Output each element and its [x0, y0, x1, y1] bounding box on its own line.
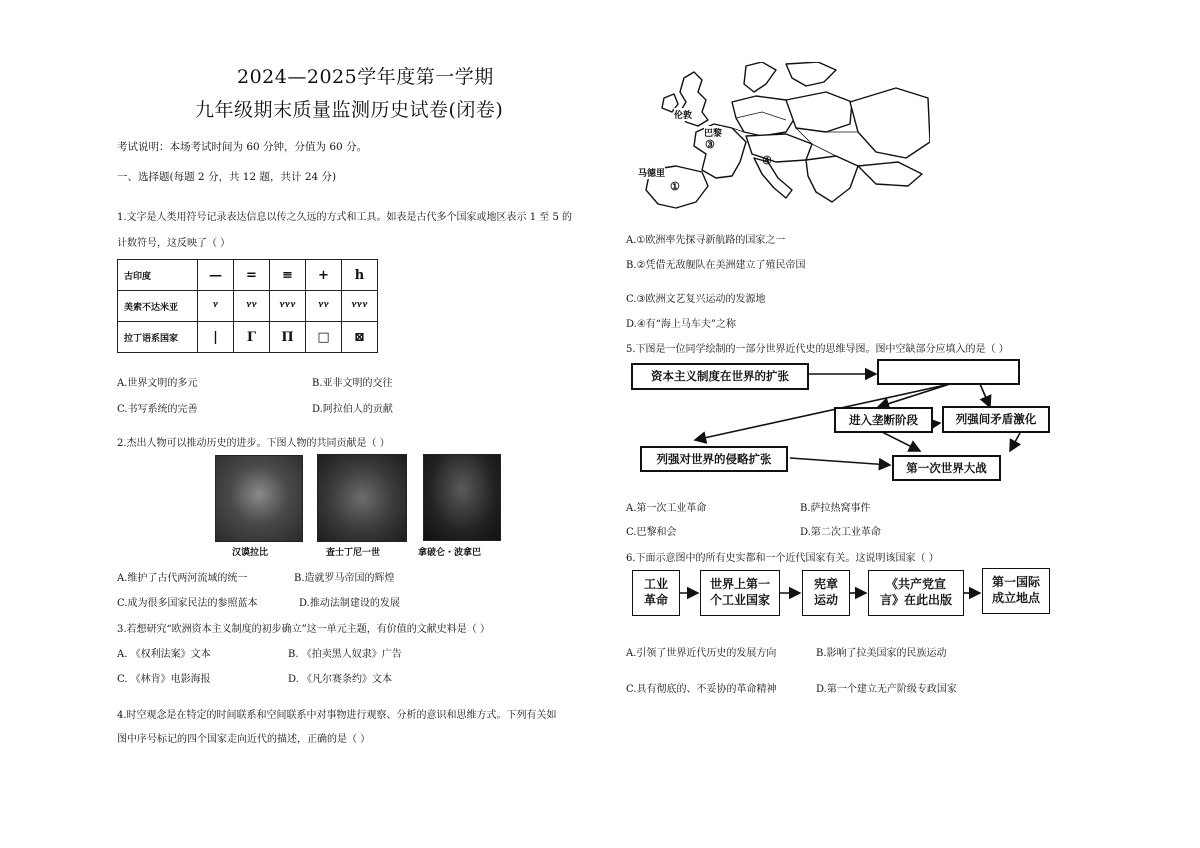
symbol-cell: ≡: [270, 260, 306, 291]
q4-option-a[interactable]: A.①欧洲率先探寻新航路的国家之一: [626, 235, 786, 246]
q6-option-d[interactable]: D.第一个建立无产阶级专政国家: [816, 684, 957, 695]
flow-text: 个工业国家: [709, 593, 770, 607]
q5-stem: 5.下图是一位同学绘制的一部分世界近代史的思维导图。图中空缺部分应填入的是（ ）: [626, 344, 1009, 355]
mindmap-box-monopoly-stage: 进入垄断阶段: [834, 407, 933, 433]
q3-option-d[interactable]: D. 《凡尔赛条约》文本: [288, 674, 393, 685]
q1-option-b[interactable]: B.亚非文明的交往: [312, 378, 393, 389]
symbol-cell: ᵞᵞ: [306, 291, 342, 322]
row-label: 古印度: [118, 260, 198, 291]
map-marker-1: ①: [670, 180, 680, 193]
flow-text: 运动: [813, 593, 838, 607]
flow-text: 革命: [643, 593, 668, 607]
q4-stem-line1: 4.时空观念是在特定的时间联系和空间联系中对事物进行观察、分析的意识和思维方式。下列有关如: [117, 710, 557, 721]
mindmap-box-rival-conflicts: 列强间矛盾激化: [942, 406, 1050, 433]
q6-option-a[interactable]: A.引领了世界近代历史的发展方向: [626, 648, 777, 659]
q1-stem-line2: 计数符号，这反映了（ ）: [117, 238, 231, 249]
flow-text: 成立地点: [991, 591, 1040, 605]
q1-option-a[interactable]: A.世界文明的多元: [117, 378, 198, 389]
arrow: [880, 431, 920, 451]
map-label-london: 伦敦: [674, 108, 692, 121]
symbol-cell: ᵞᵞᵞ: [342, 291, 378, 322]
hammurabi-portrait: [215, 455, 303, 542]
table-row: [118, 322, 378, 353]
flow-box-first-industrial-nation: [700, 570, 780, 616]
italy-shape: [754, 158, 792, 198]
symbol-cell: Γ: [234, 322, 270, 353]
q1-option-c[interactable]: C.书写系统的完善: [117, 404, 198, 415]
q4-option-c[interactable]: C.③欧洲文艺复兴运动的发源地: [626, 294, 766, 305]
flow-text: 第一国际: [991, 575, 1040, 590]
turkey-shape: [858, 162, 922, 186]
europe-map-svg: [636, 62, 930, 212]
q6-option-b[interactable]: B.影响了拉美国家的民族运动: [816, 648, 947, 659]
symbol-cell: h: [342, 260, 378, 291]
scandinavia-east-shape: [786, 62, 836, 86]
balkans-shape: [806, 156, 858, 202]
map-marker-3: ③: [705, 138, 715, 151]
table-row: [118, 260, 378, 291]
russia-shape: [850, 88, 930, 158]
symbol-cell: ᵞᵞᵞ: [270, 291, 306, 322]
q1-option-d[interactable]: D.阿拉伯人的贡献: [312, 404, 393, 415]
q5-option-a[interactable]: A.第一次工业革命: [626, 503, 707, 514]
caption-hammurabi: 汉谟拉比: [232, 548, 269, 558]
flow-text: 工业: [643, 577, 668, 592]
symbol-cell: —: [198, 260, 234, 291]
symbol-cell: =: [234, 260, 270, 291]
q2-option-d[interactable]: D.推动法制建设的发展: [299, 598, 400, 609]
title-line2: 九年级期末质量监测历史试卷(闭卷): [195, 99, 504, 121]
flow-box-industrial-revolution: [632, 570, 680, 616]
napoleon-portrait: [423, 454, 501, 541]
poland-shape: [786, 92, 852, 132]
europe-map: [636, 62, 930, 212]
symbol-cell: ⊠: [342, 322, 378, 353]
title-line1: 2024—2025学年度第一学期: [237, 66, 494, 88]
q2-option-b[interactable]: B.造就罗马帝国的辉煌: [294, 573, 395, 584]
map-label-paris: 巴黎: [704, 126, 722, 139]
q3-option-a[interactable]: A. 《权利法案》文本: [117, 649, 211, 660]
flow-box-first-international: [982, 568, 1050, 614]
mindmap-box-blank: [877, 359, 1020, 385]
q2-stem: 2.杰出人物可以推动历史的进步。下图人物的共同贡献是（ ）: [117, 438, 390, 449]
section-heading: 一、选择题(每题 2 分，共 12 题，共计 24 分): [117, 171, 337, 183]
scandinavia-shape: [744, 62, 776, 92]
row-label: 拉丁语系国家: [118, 322, 198, 353]
austria-shape: [746, 134, 812, 162]
mindmap-box-ww1: 第一次世界大战: [892, 455, 1001, 481]
flow-text: 《共产党宣: [885, 577, 946, 592]
arrow: [1010, 433, 1020, 451]
arrow: [790, 458, 890, 465]
q1-stem-line1: 1.文字是人类用符号记录表达信息以传之久远的方式和工具。如表是古代多个国家或地区表示 1 至 5 的: [117, 212, 572, 223]
map-marker-4: ④: [762, 154, 772, 167]
symbol-cell: Π: [270, 322, 306, 353]
symbol-cell: ᵞ: [198, 291, 234, 322]
row-label: 美索不达米亚: [118, 291, 198, 322]
q6-stem: 6.下面示意图中的所有史实都和一个近代国家有关。这说明该国家（ ）: [626, 553, 939, 564]
q5-option-d[interactable]: D.第二次工业革命: [800, 527, 881, 538]
flow-text: 世界上第一: [709, 577, 770, 592]
caption-justinian: 查士丁尼一世: [326, 548, 381, 558]
q4-stem-line2: 图中序号标记的四个国家走向近代的描述，正确的是（ ）: [117, 734, 371, 745]
arrow: [980, 384, 990, 407]
flow-box-chartist-movement: [802, 570, 850, 616]
symbol-cell: ᵞᵞ: [234, 291, 270, 322]
flow-text: 言》在此出版: [879, 593, 952, 607]
symbol-cell: +: [306, 260, 342, 291]
q4-option-d[interactable]: D.④有“海上马车夫”之称: [626, 319, 737, 330]
exam-note: 考试说明：本场考试时间为 60 分钟，分值为 60 分。: [117, 141, 368, 153]
counting-symbols-table: [117, 259, 378, 353]
q3-option-c[interactable]: C. 《林肯》电影海报: [117, 674, 211, 685]
q5-option-c[interactable]: C.巴黎和会: [626, 527, 677, 538]
flow-text: 宪章: [813, 577, 838, 592]
map-label-madrid: 马德里: [638, 166, 665, 179]
arrow: [878, 384, 950, 407]
symbol-cell: □: [306, 322, 342, 353]
q2-option-a[interactable]: A.维护了古代两河流域的统一: [117, 573, 248, 584]
flow-box-communist-manifesto: [868, 570, 964, 616]
q3-option-b[interactable]: B. 《拍卖黑人奴隶》广告: [288, 649, 402, 660]
q3-stem: 3.若想研究“欧洲资本主义制度的初步确立”这一单元主题，有价值的文献史料是（ ）: [117, 624, 490, 635]
table-row: [118, 291, 378, 322]
caption-napoleon: 拿破仑・波拿巴: [418, 548, 482, 558]
justinian-portrait: [317, 454, 407, 542]
q4-option-b[interactable]: B.②凭借无敌舰队在美洲建立了殖民帝国: [626, 260, 806, 271]
q6-option-c[interactable]: C.具有彻底的、不妥协的革命精神: [626, 684, 777, 695]
q2-option-c[interactable]: C.成为很多国家民法的参照蓝本: [117, 598, 258, 609]
symbol-cell: |: [198, 322, 234, 353]
q5-option-b[interactable]: B.萨拉热窝事件: [800, 503, 871, 514]
mindmap-box-aggression: 列强对世界的侵略扩张: [640, 446, 788, 472]
mindmap-box-capitalism-expansion: 资本主义制度在世界的扩张: [631, 363, 809, 390]
